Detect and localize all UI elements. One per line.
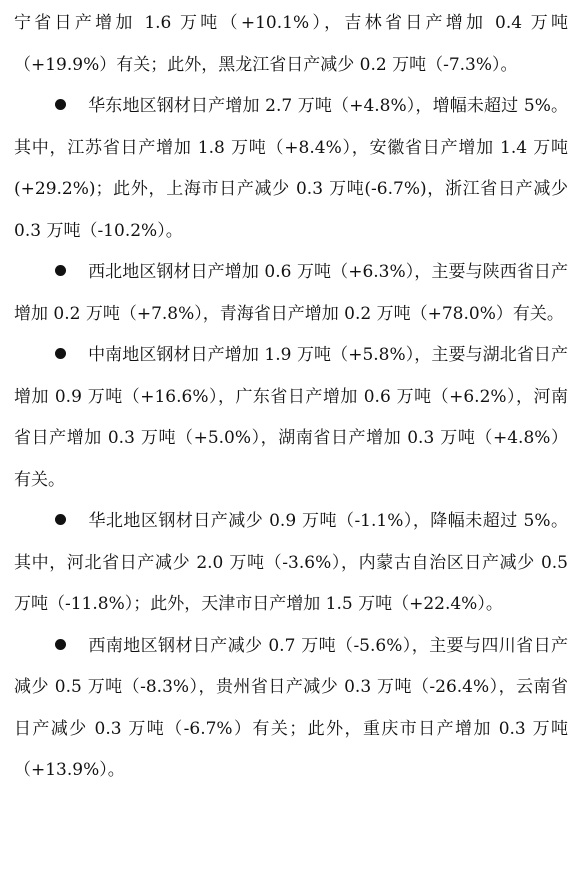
paragraph-northeast-continued [14, 3, 568, 86]
paragraph-east-china [14, 86, 568, 252]
bullet-icon [55, 348, 66, 359]
paragraph-southwest [14, 626, 568, 792]
paragraph-text: 中南地区钢材日产增加 1.9 万吨（+5.8%），主要与湖北省日产增加 0.9 万吨（+16.6%），广东省日产增加 0.6 万吨（+6.2%），河南省日产增加 0.3 万吨（+5.0%），湖南省日产增加 0.3 万吨（+4.8%）有关。 [14, 345, 568, 490]
paragraph-central-south [14, 335, 568, 501]
bullet-icon [55, 639, 66, 650]
paragraph-text: 西南地区钢材日产减少 0.7 万吨（-5.6%），主要与四川省日产减少 0.5 万吨（-8.3%），贵州省日产减少 0.3 万吨（-26.4%），云南省日产减少 0.3 万吨（-6.7%）有关；此外，重庆市日产增加 0.3 万吨（+13.9%）。 [14, 635, 568, 780]
paragraph-northwest [14, 252, 568, 335]
paragraph-text: 华东地区钢材日产增加 2.7 万吨（+4.8%），增幅未超过 5%。其中，江苏省日产增加 1.8 万吨（+8.4%），安徽省日产增加 1.4 万吨(+29.2%)；此外，上海市日产减少 0.3 万吨(-6.7%)，浙江省日产减少 0.3 万吨（-10.2%）。 [14, 96, 568, 241]
bullet-icon [55, 514, 66, 525]
paragraph-text: 宁省日产增加 1.6 万吨（+10.1%），吉林省日产增加 0.4 万吨（+19.9%）有关；此外，黑龙江省日产减少 0.2 万吨（-7.3%）。 [14, 13, 568, 75]
paragraph-text: 西北地区钢材日产增加 0.6 万吨（+6.3%），主要与陕西省日产增加 0.2 万吨（+7.8%），青海省日产增加 0.2 万吨（+78.0%）有关。 [14, 262, 568, 324]
bullet-icon [55, 99, 66, 110]
bullet-icon [55, 265, 66, 276]
paragraph-text: 华北地区钢材日产减少 0.9 万吨（-1.1%），降幅未超过 5%。其中，河北省日产减少 2.0 万吨（-3.6%），内蒙古自治区日产减少 0.5 万吨（-11.8%）；此外，天津市日产增加 1.5 万吨（+22.4%）。 [14, 511, 568, 614]
paragraph-north-china [14, 501, 568, 626]
